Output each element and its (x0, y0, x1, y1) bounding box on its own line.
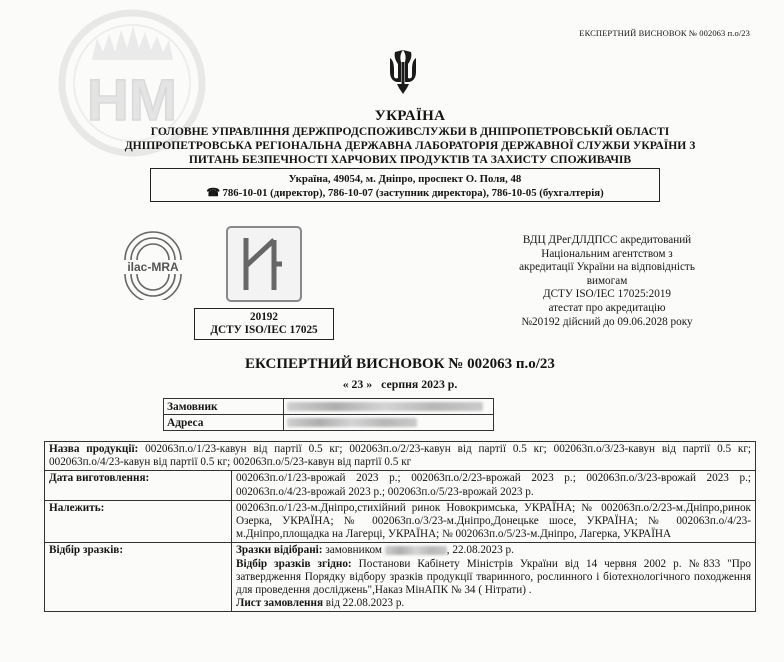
accreditation-line-4: вимогам (586, 274, 628, 287)
product-cell (45, 442, 756, 471)
belongs-label: Належить: (45, 500, 232, 543)
lab-address: Україна, 49054, м. Дніпро, проспект О. Поля, 48 (288, 173, 522, 185)
lab-phones-row (151, 186, 659, 200)
row-sampling (45, 543, 756, 612)
samples-taken-line (236, 544, 751, 557)
sampling-according-line (236, 558, 751, 598)
header-line-2: ДНІПРОПЕТРОВСЬКА РЕГІОНАЛЬНА ДЕРЖАВНА ЛАБОРАТОРІЯ ДЕРЖАВНОЇ СЛУЖБИ УКРАЇНИ З (124, 139, 696, 152)
client-row-address (164, 415, 494, 431)
sampling-according-label: Відбір зразків згідно: (236, 557, 352, 570)
customer-label: Замовник (164, 399, 284, 415)
product-label: Назва продукції: (49, 443, 139, 455)
row-product-name (45, 442, 756, 471)
belongs-value: 002063п.о/1/23-м.Дніпро,стихійний ринок Новокримська, УКРАЇНА; № 002063п.о/2/23-м.Дніпро,ринок Озерка, УКРАЇНА; № 002063п.о/3/23-м.Дніпро,Донецьке шосе, УКРАЇНА; № 002063п.о/4/23-м.Дніпро,площадка на Лагерці, УКРАЇНА; № 002063п.о/5/23-м.Дніпро, Лагерка, УКРАЇНА (232, 500, 756, 543)
sampling-according-value: Постанови Кабінету Міністрів України від 14 червня 2002 р. №833 "Про затвердження Порядку відбору зразків продукції тваринного, рослинного і біотехнологічного походження для проведення досліджень",Наказ МінАПК № 34 ( Нітрати) . (236, 557, 751, 597)
product-value: 002063п.о/1/23-кавун від партії 0.5 кг; 002063п.о/2/23-кавун від партії 0.5 кг; 002063п.о/3/23-кавун від партії 0.5 кг; 002063п.о/4/23-кавун від партії 0.5 кг; 002063п.о/5/23-кавун від партії 0.5 кг (49, 443, 752, 469)
header-line-3: ПИТАНЬ БЕЗПЕЧНОСТІ ХАРЧОВИХ ПРОДУКТІВ ТА ЗАХИСТУ СПОЖИВАЧІВ (188, 153, 632, 166)
samples-taken-label: Зразки відібрані: (236, 544, 323, 557)
production-date-value: 002063п.о/1/23-врожай 2023 р.; 002063п.о/2/23-врожай 2023 р.; 002063п.о/3/23-врожай 2023 р.; 002063п.о/4/23-врожай 2023 р.; 002063п.о/5/23-врожай 2023 р. (232, 471, 756, 500)
lab-phones: 786-10-01 (директор), 786-10-07 (заступник директора), 786-10-05 (бухгалтерія) (222, 187, 604, 199)
order-letter-value: від 22.08.2023 р. (325, 597, 405, 610)
ilac-mra-logo (113, 230, 193, 300)
telephone-icon: ☎ (206, 187, 220, 199)
ilac-mra-text: ilac-MRA (127, 260, 179, 274)
document-title: ЕКСПЕРТНИЙ ВИСНОВОК № 002063 п.о/23 (245, 356, 555, 372)
accreditation-line-2: Національним агентством з (541, 247, 673, 260)
watermark-text: НМ (86, 68, 178, 133)
redaction-mark (287, 402, 483, 411)
sampling-label: Відбір зразків: (45, 543, 232, 612)
document-date (150, 377, 650, 392)
client-table (163, 398, 494, 431)
accreditation-line-6: атестат про акредитацію (548, 301, 666, 314)
lab-contact-box (150, 168, 660, 202)
samples-taken-date: , 22.08.2023 р. (446, 544, 514, 557)
redaction-mark (385, 546, 447, 555)
header-country: УКРАЇНА (374, 108, 446, 124)
document-reference: ЕКСПЕРТНИЙ ВИСНОВОК № 002063 п.о/23 (579, 28, 750, 38)
client-row-customer (164, 399, 494, 415)
accreditation-line-1: ВДЦ ДРегДЛДПСС акредитований (522, 234, 692, 246)
sampling-value (232, 543, 756, 612)
address-value-redacted (284, 415, 494, 431)
redaction-mark (287, 418, 417, 427)
header-line-1: ГОЛОВНЕ УПРАВЛІННЯ ДЕРЖПРОДСПОЖИВСЛУЖБИ В ДНІПРОПЕТРОВСЬКІЙ ОБЛАСТІ (150, 125, 670, 138)
order-letter-line (236, 597, 751, 610)
row-belongs-to (45, 500, 756, 543)
row-production-date (45, 471, 756, 500)
accreditation-line-3: акредитації України на відповідність (519, 261, 695, 274)
certificate-number: 20192 (250, 311, 278, 323)
coat-of-arms-trident-icon (385, 48, 421, 96)
document-date-month-year: серпня 2023 р. (381, 377, 458, 391)
naau-accreditation-logo (224, 224, 304, 304)
details-table (44, 441, 756, 612)
document-date-day: « 23 » (342, 377, 373, 391)
certificate-standard: ДСТУ ISO/IEC 17025 (210, 324, 318, 336)
accreditation-statement (472, 234, 742, 329)
samples-taken-by: замовником (325, 544, 382, 557)
accreditation-line-7: №20192 дійсний до 09.06.2028 року (521, 315, 693, 328)
order-letter-label: Лист замовлення (236, 597, 323, 610)
address-label: Адреса (164, 415, 284, 431)
accreditation-line-5: ДСТУ ISO/IEC 17025:2019 (542, 288, 672, 301)
customer-value-redacted (284, 399, 494, 415)
production-date-label: Дата виготовлення: (45, 471, 232, 500)
certificate-box (194, 308, 334, 340)
